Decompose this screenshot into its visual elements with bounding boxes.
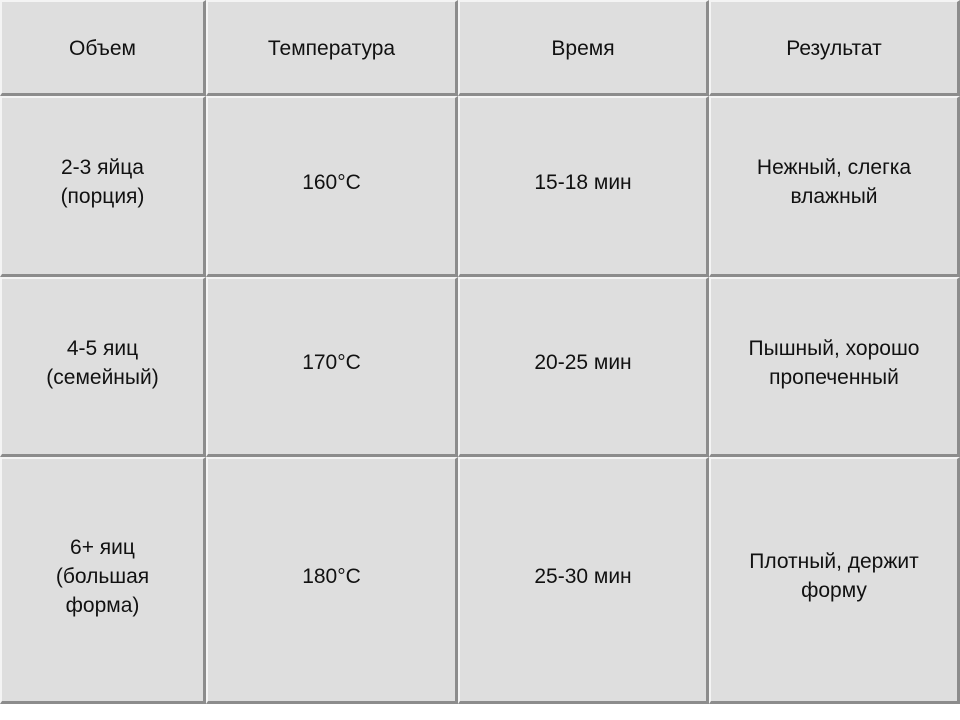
- header-temperature-label: Температура: [267, 37, 396, 60]
- cell-time-text: 25-30 мин: [534, 564, 632, 588]
- table-cell-temperature: [206, 277, 458, 457]
- table-cell-temperature: [206, 457, 458, 704]
- table-cell-temperature: [206, 96, 458, 277]
- cell-temperature-text: 170°C: [302, 351, 361, 374]
- cell-volume-text: 2-3 яйца (порция): [60, 156, 145, 208]
- table-cell-result: [709, 96, 960, 277]
- header-temperature: [206, 0, 458, 96]
- cell-volume-text: 4-5 яиц (семейный): [46, 336, 159, 389]
- cell-temperature-text: 160°C: [302, 170, 361, 194]
- table-cell-volume: [0, 96, 206, 277]
- header-time-label: Время: [551, 37, 615, 60]
- cell-result-text: Плотный, держит форму: [749, 550, 919, 602]
- header-result: [709, 0, 960, 96]
- bottom-margin: [0, 704, 960, 720]
- cell-time-text: 20-25 мин: [534, 351, 632, 374]
- header-volume-label: Объем: [69, 37, 136, 60]
- header-time: [458, 0, 709, 96]
- cell-temperature-text: 180°C: [302, 564, 361, 588]
- table-cell-time: [458, 277, 709, 457]
- cell-volume-text: 6+ яиц (большая форма): [55, 535, 150, 617]
- table-cell-result: [709, 457, 960, 704]
- table-cell-time: [458, 457, 709, 704]
- cell-result-text: Нежный, слегка влажный: [756, 156, 912, 208]
- table-cell-result: [709, 277, 960, 457]
- cell-result-text: Пышный, хорошо пропеченный: [748, 336, 920, 389]
- table-cell-time: [458, 96, 709, 277]
- table-cell-volume: [0, 277, 206, 457]
- header-volume: [0, 0, 206, 96]
- header-result-label: Результат: [786, 37, 882, 60]
- table-cell-volume: [0, 457, 206, 704]
- cell-time-text: 15-18 мин: [534, 170, 632, 194]
